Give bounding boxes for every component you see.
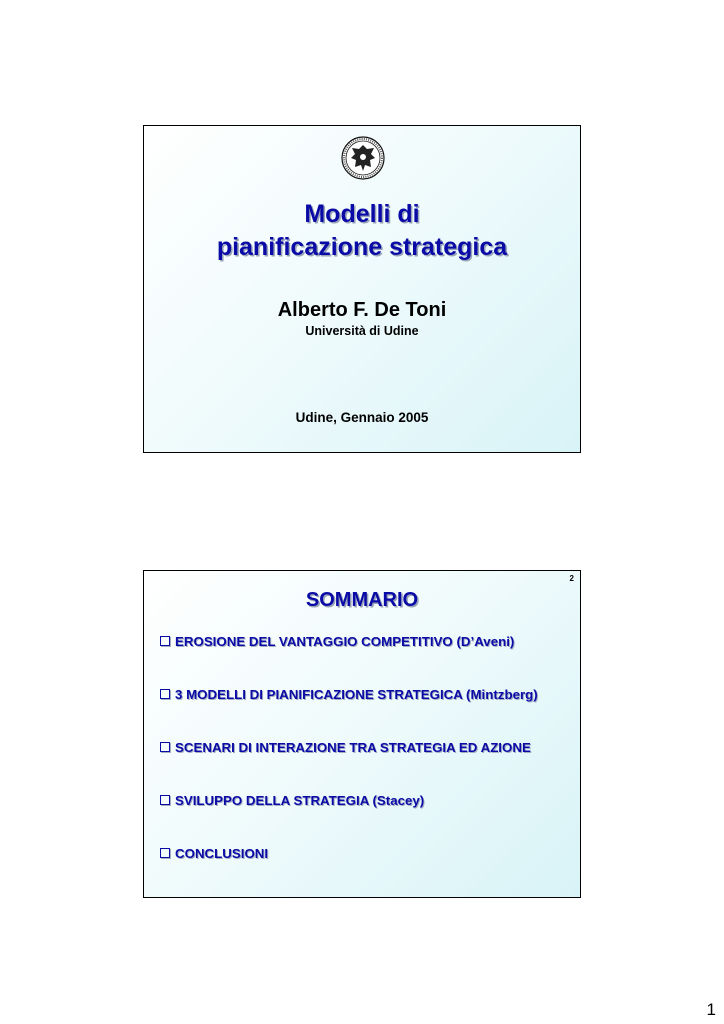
list-item: [160, 790, 538, 810]
university-seal-icon: [341, 136, 385, 180]
checkbox-bullet-icon: [160, 689, 170, 699]
list-item-text: EROSIONE DEL VANTAGGIO COMPETITIVO (D’Aveni): [175, 633, 515, 649]
affiliation: Università di Udine: [305, 324, 419, 338]
checkbox-bullet-icon: [160, 795, 170, 805]
presentation-title: [144, 198, 580, 264]
summary-slide: [143, 570, 581, 898]
title-line-2: pianificazione strategica: [216, 233, 508, 261]
summary-list: [160, 631, 538, 896]
checkbox-bullet-icon: [160, 848, 170, 858]
list-item-text: SVILUPPO DELLA STRATEGIA (Stacey): [175, 792, 425, 808]
slide-number: 2: [569, 574, 574, 583]
page-number: 1: [706, 1000, 716, 1019]
title-line-1: Modelli di: [304, 200, 420, 228]
checkbox-bullet-icon: [160, 742, 170, 752]
list-item: [160, 684, 538, 704]
list-item: [160, 843, 538, 863]
list-item-text: 3 MODELLI DI PIANIFICAZIONE STRATEGICA (Mintzberg): [175, 686, 538, 702]
list-item: [160, 737, 538, 757]
list-item-text: SCENARI DI INTERAZIONE TRA STRATEGIA ED AZIONE: [175, 739, 531, 755]
checkbox-bullet-icon: [160, 636, 170, 646]
slide-heading: SOMMARIO: [305, 589, 419, 611]
title-slide: [143, 125, 581, 453]
author-name: Alberto F. De Toni: [277, 299, 447, 321]
list-item-text: CONCLUSIONI: [175, 845, 269, 861]
list-item: [160, 631, 538, 651]
place-date: Udine, Gennaio 2005: [295, 410, 429, 425]
